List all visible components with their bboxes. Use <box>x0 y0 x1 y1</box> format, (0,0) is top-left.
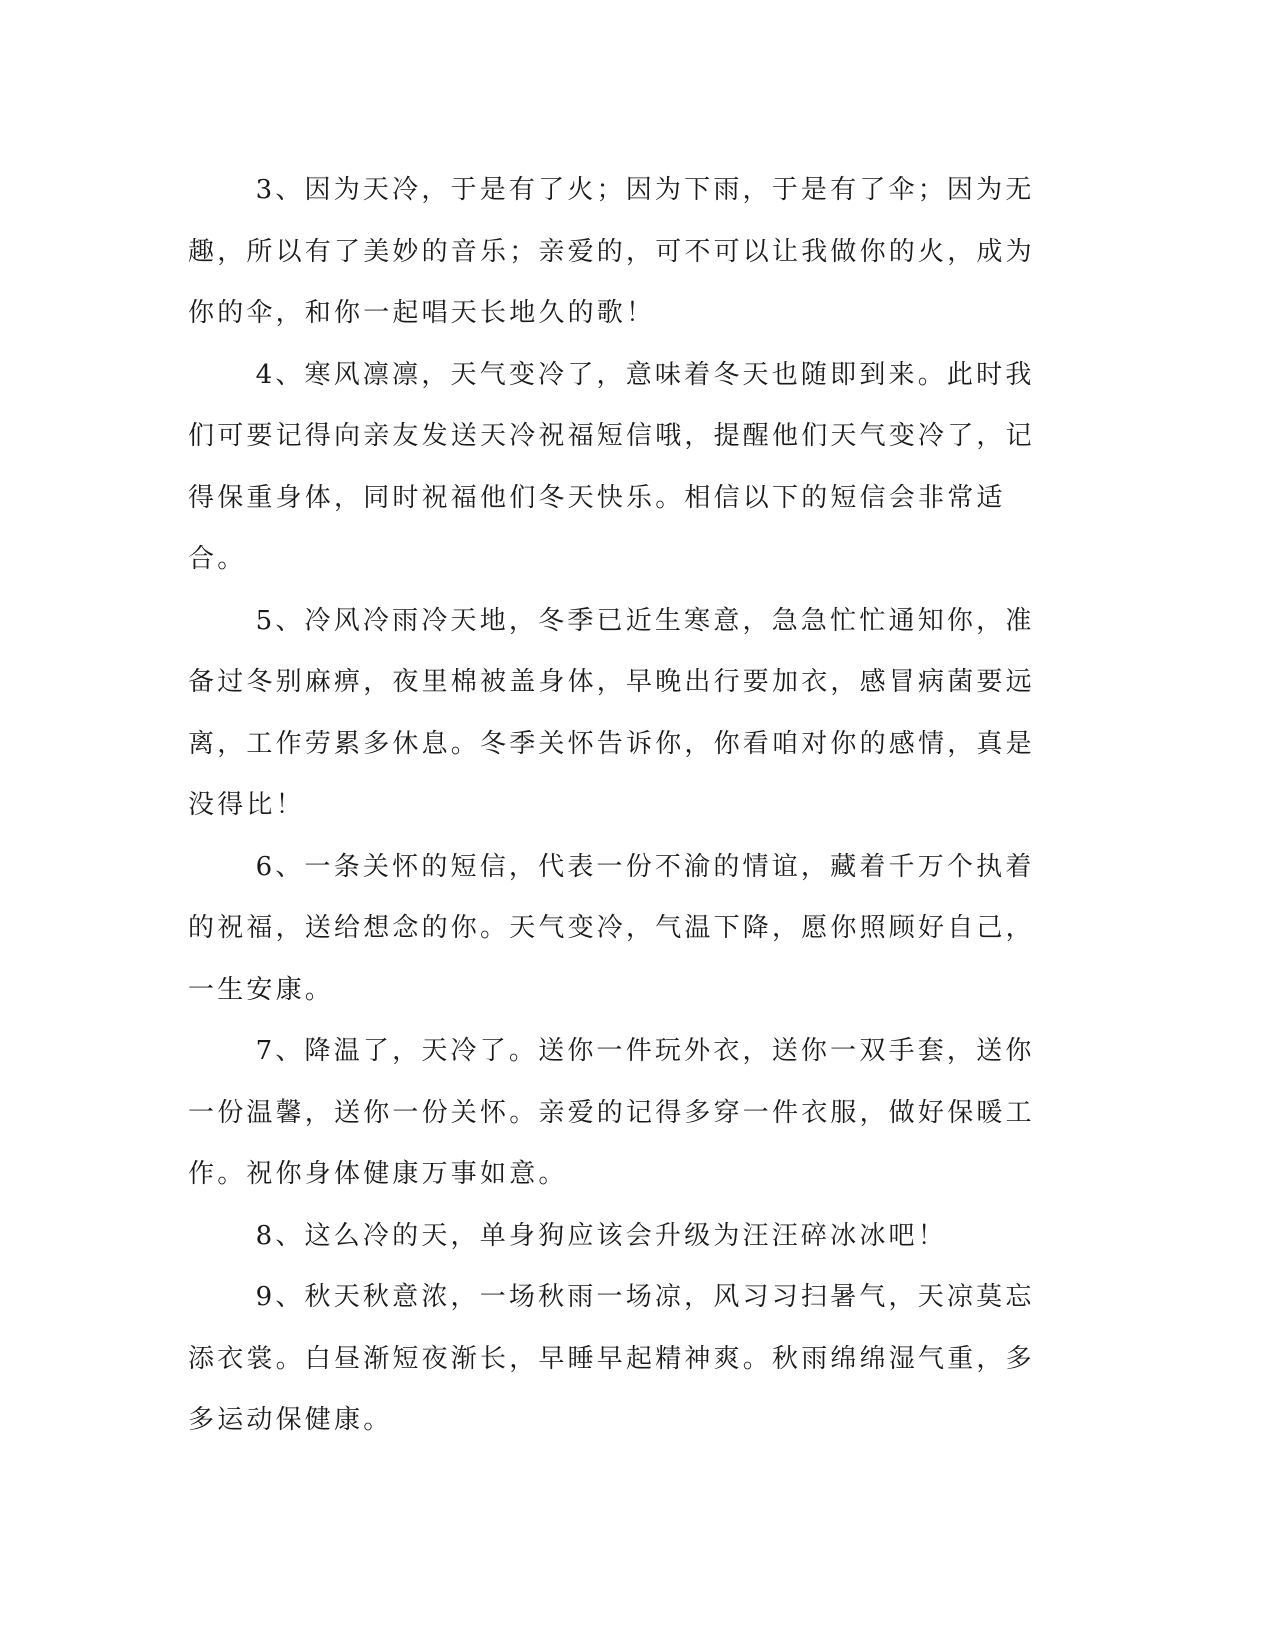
document-body <box>188 160 1048 1452</box>
paragraph-4: 4、寒风凛凛，天气变冷了，意味着冬天也随即到来。此时我们可要记得向亲友发送天冷祝福短信哦，提醒他们天气变冷了，记得保重身体，同时祝福他们冬天快乐。相信以下的短信会非常适合。 <box>188 359 1035 574</box>
paragraph-6: 6、一条关怀的短信，代表一份不渝的情谊，藏着千万个执着的祝福，送给想念的你。天气变冷，气温下降，愿你照顾好自己，一生安康。 <box>188 851 1035 1005</box>
paragraph-5: 5、冷风冷雨冷天地，冬季已近生寒意，急急忙忙通知你，准备过冬别麻痹，夜里棉被盖身体，早晚出行要加衣，感冒病菌要远离，工作劳累多休息。冬季关怀告诉你，你看咱对你的感情，真是没得比！ <box>188 605 1035 820</box>
paragraph-7: 7、降温了，天冷了。送你一件玩外衣，送你一双手套，送你一份温馨，送你一份关怀。亲爱的记得多穿一件衣服，做好保暖工作。祝你身体健康万事如意。 <box>188 1036 1035 1189</box>
paragraph-3: 3、因为天冷，于是有了火；因为下雨，于是有了伞；因为无趣，所以有了美妙的音乐；亲爱的，可不可以让我做你的火，成为你的伞，和你一起唱天长地久的歌！ <box>188 175 1035 328</box>
paragraph-8: 8、这么冷的天，单身狗应该会升级为汪汪碎冰冰吧！ <box>255 1220 947 1251</box>
paragraph-9: 9、秋天秋意浓，一场秋雨一场凉，风习习扫暑气，天凉莫忘添衣裳。白昼渐短夜渐长，早睡早起精神爽。秋雨绵绵湿气重，多多运动保健康。 <box>188 1282 1035 1435</box>
